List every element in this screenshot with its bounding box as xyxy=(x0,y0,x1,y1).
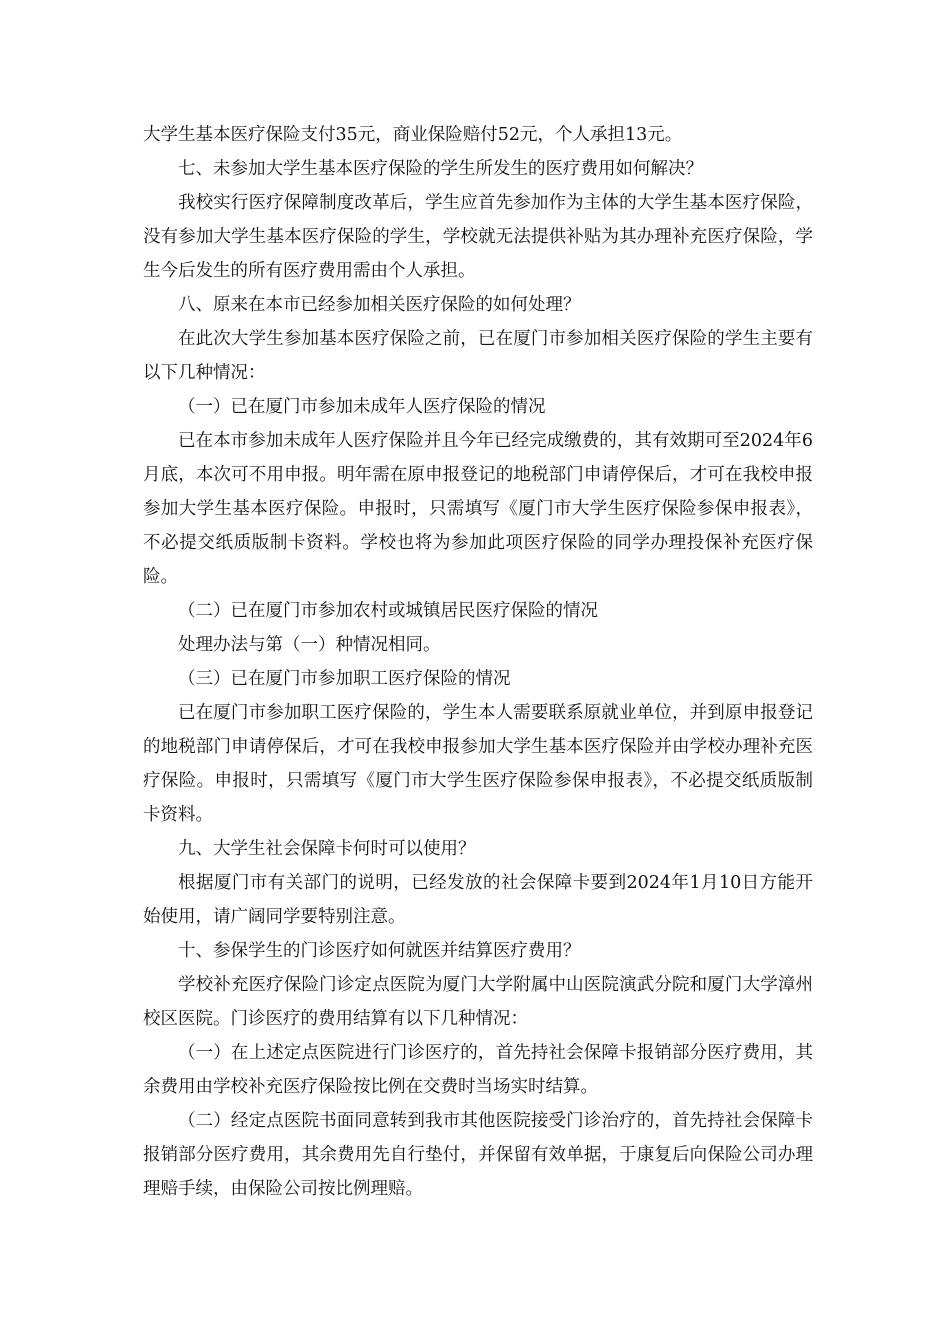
paragraph-section-7: 我校实行医疗保障制度改革后，学生应首先参加作为主体的大学生基本医疗保险，没有参加大学生基本医疗保险的学生，学校就无法提供补贴为其办理补充医疗保险，学生今后发生的所有医疗费用需由个人承担。 xyxy=(143,193,813,281)
paragraph-section-9: 根据厦门市有关部门的说明，已经发放的社会保障卡要到2024年1月10日方能开始使用，请广阔同学要特别注意。 xyxy=(143,873,813,927)
subheading-8-1: （一）已在厦门市参加未成年人医疗保险的情况 xyxy=(178,397,546,417)
heading-section-8: 八、原来在本市已经参加相关医疗保险的如何处理？ xyxy=(178,295,581,315)
heading-section-9: 九、大学生社会保障卡何时可以使用？ xyxy=(178,839,476,859)
paragraph-insurance-payment: 大学生基本医疗保险支付35元，商业保险赔付52元，个人承担13元。 xyxy=(143,125,683,145)
paragraph-8-3: 已在厦门市参加职工医疗保险的，学生本人需要联系原就业单位，并到原申报登记的地税部门申请停保后，才可在我校申报参加大学生基本医疗保险并由学校办理补充医疗保险。申报时，只需填写《厦门市大学生医疗保险参保申报表》，不必提交纸质版制卡资料。 xyxy=(143,703,813,825)
subheading-8-3: （三）已在厦门市参加职工医疗保险的情况 xyxy=(178,669,511,689)
paragraph-10-2: （二）经定点医院书面同意转到我市其他医院接受门诊治疗的，首先持社会保障卡报销部分医疗费用，其余费用先自行垫付，并保留有效单据，于康复后向保险公司办理理赔手续，由保险公司按比例理赔。 xyxy=(143,1111,813,1199)
heading-section-7: 七、未参加大学生基本医疗保险的学生所发生的医疗费用如何解决？ xyxy=(178,159,703,179)
paragraph-section-10-intro: 学校补充医疗保险门诊定点医院为厦门大学附属中山医院演武分院和厦门大学漳州校区医院。门诊医疗的费用结算有以下几种情况： xyxy=(143,975,813,1029)
heading-section-10: 十、参保学生的门诊医疗如何就医并结算医疗费用？ xyxy=(178,941,581,961)
paragraph-8-1: 已在本市参加未成年人医疗保险并且今年已经完成缴费的，其有效期可至2024年6月底，本次可不用申报。明年需在原申报登记的地税部门申请停保后，才可在我校申报参加大学生基本医疗保险。申报时，只需填写《厦门市大学生医疗保险参保申报表》，不必提交纸质版制卡资料。学校也将为参加此项医疗保险的同学办理投保补充医疗保险。 xyxy=(143,431,813,587)
document-body xyxy=(143,118,813,1206)
paragraph-8-2: 处理办法与第（一）种情况相同。 xyxy=(178,635,441,655)
paragraph-section-8-intro: 在此次大学生参加基本医疗保险之前，已在厦门市参加相关医疗保险的学生主要有以下几种情况： xyxy=(143,329,813,383)
subheading-8-2: （二）已在厦门市参加农村或城镇居民医疗保险的情况 xyxy=(178,601,598,621)
paragraph-10-1: （一）在上述定点医院进行门诊医疗的，首先持社会保障卡报销部分医疗费用，其余费用由学校补充医疗保险按比例在交费时当场实时结算。 xyxy=(143,1043,813,1097)
